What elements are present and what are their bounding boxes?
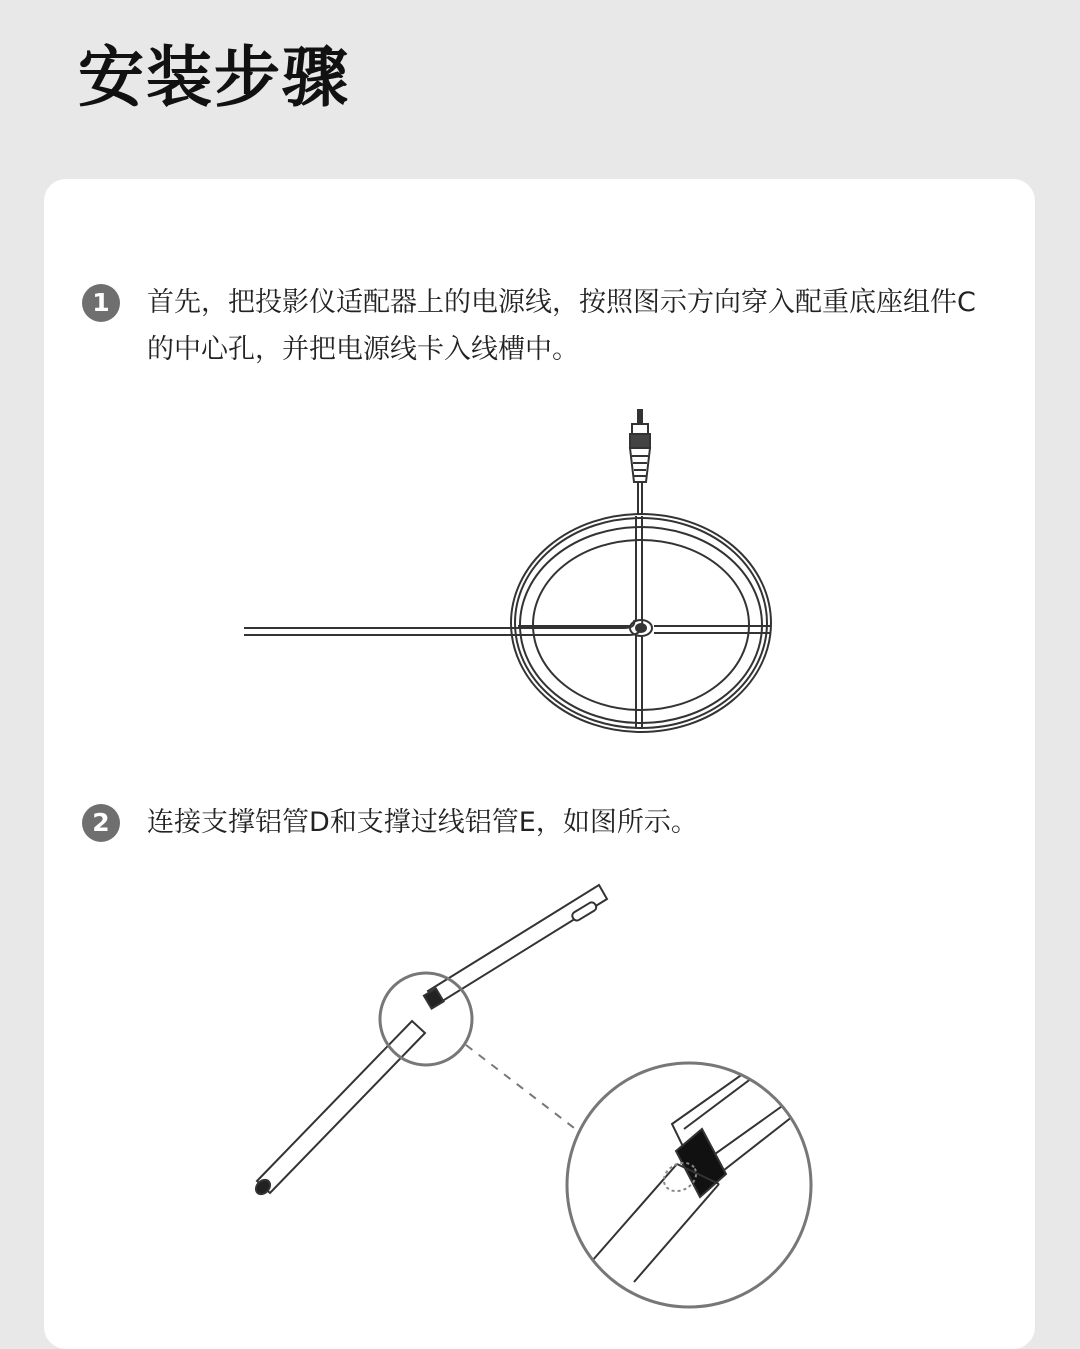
instructions-card [44, 179, 1035, 1349]
power-plug-icon [630, 410, 650, 482]
detail-highlight-circle [380, 973, 472, 1065]
base-cable-illustration [44, 404, 1035, 744]
tube-e [424, 885, 607, 1009]
step-2-number-badge: 2 [82, 804, 120, 842]
step-1 [82, 279, 982, 373]
step-2 [82, 799, 982, 846]
zoom-detail-circle [567, 1039, 834, 1307]
tube-d [253, 1021, 425, 1197]
step-2-text: 连接支撑铝管D和支撑过线铝管E，如图所示。 [147, 807, 698, 838]
tube-connection-illustration [44, 879, 1035, 1349]
step-1-number-badge: 1 [82, 284, 120, 322]
step-1-text: 首先，把投影仪适配器上的电源线，按照图示方向穿入配重底座组件C的中心孔，并把电源线卡入线槽中。 [147, 287, 976, 365]
page-title: 安装步骤 [78, 39, 350, 116]
